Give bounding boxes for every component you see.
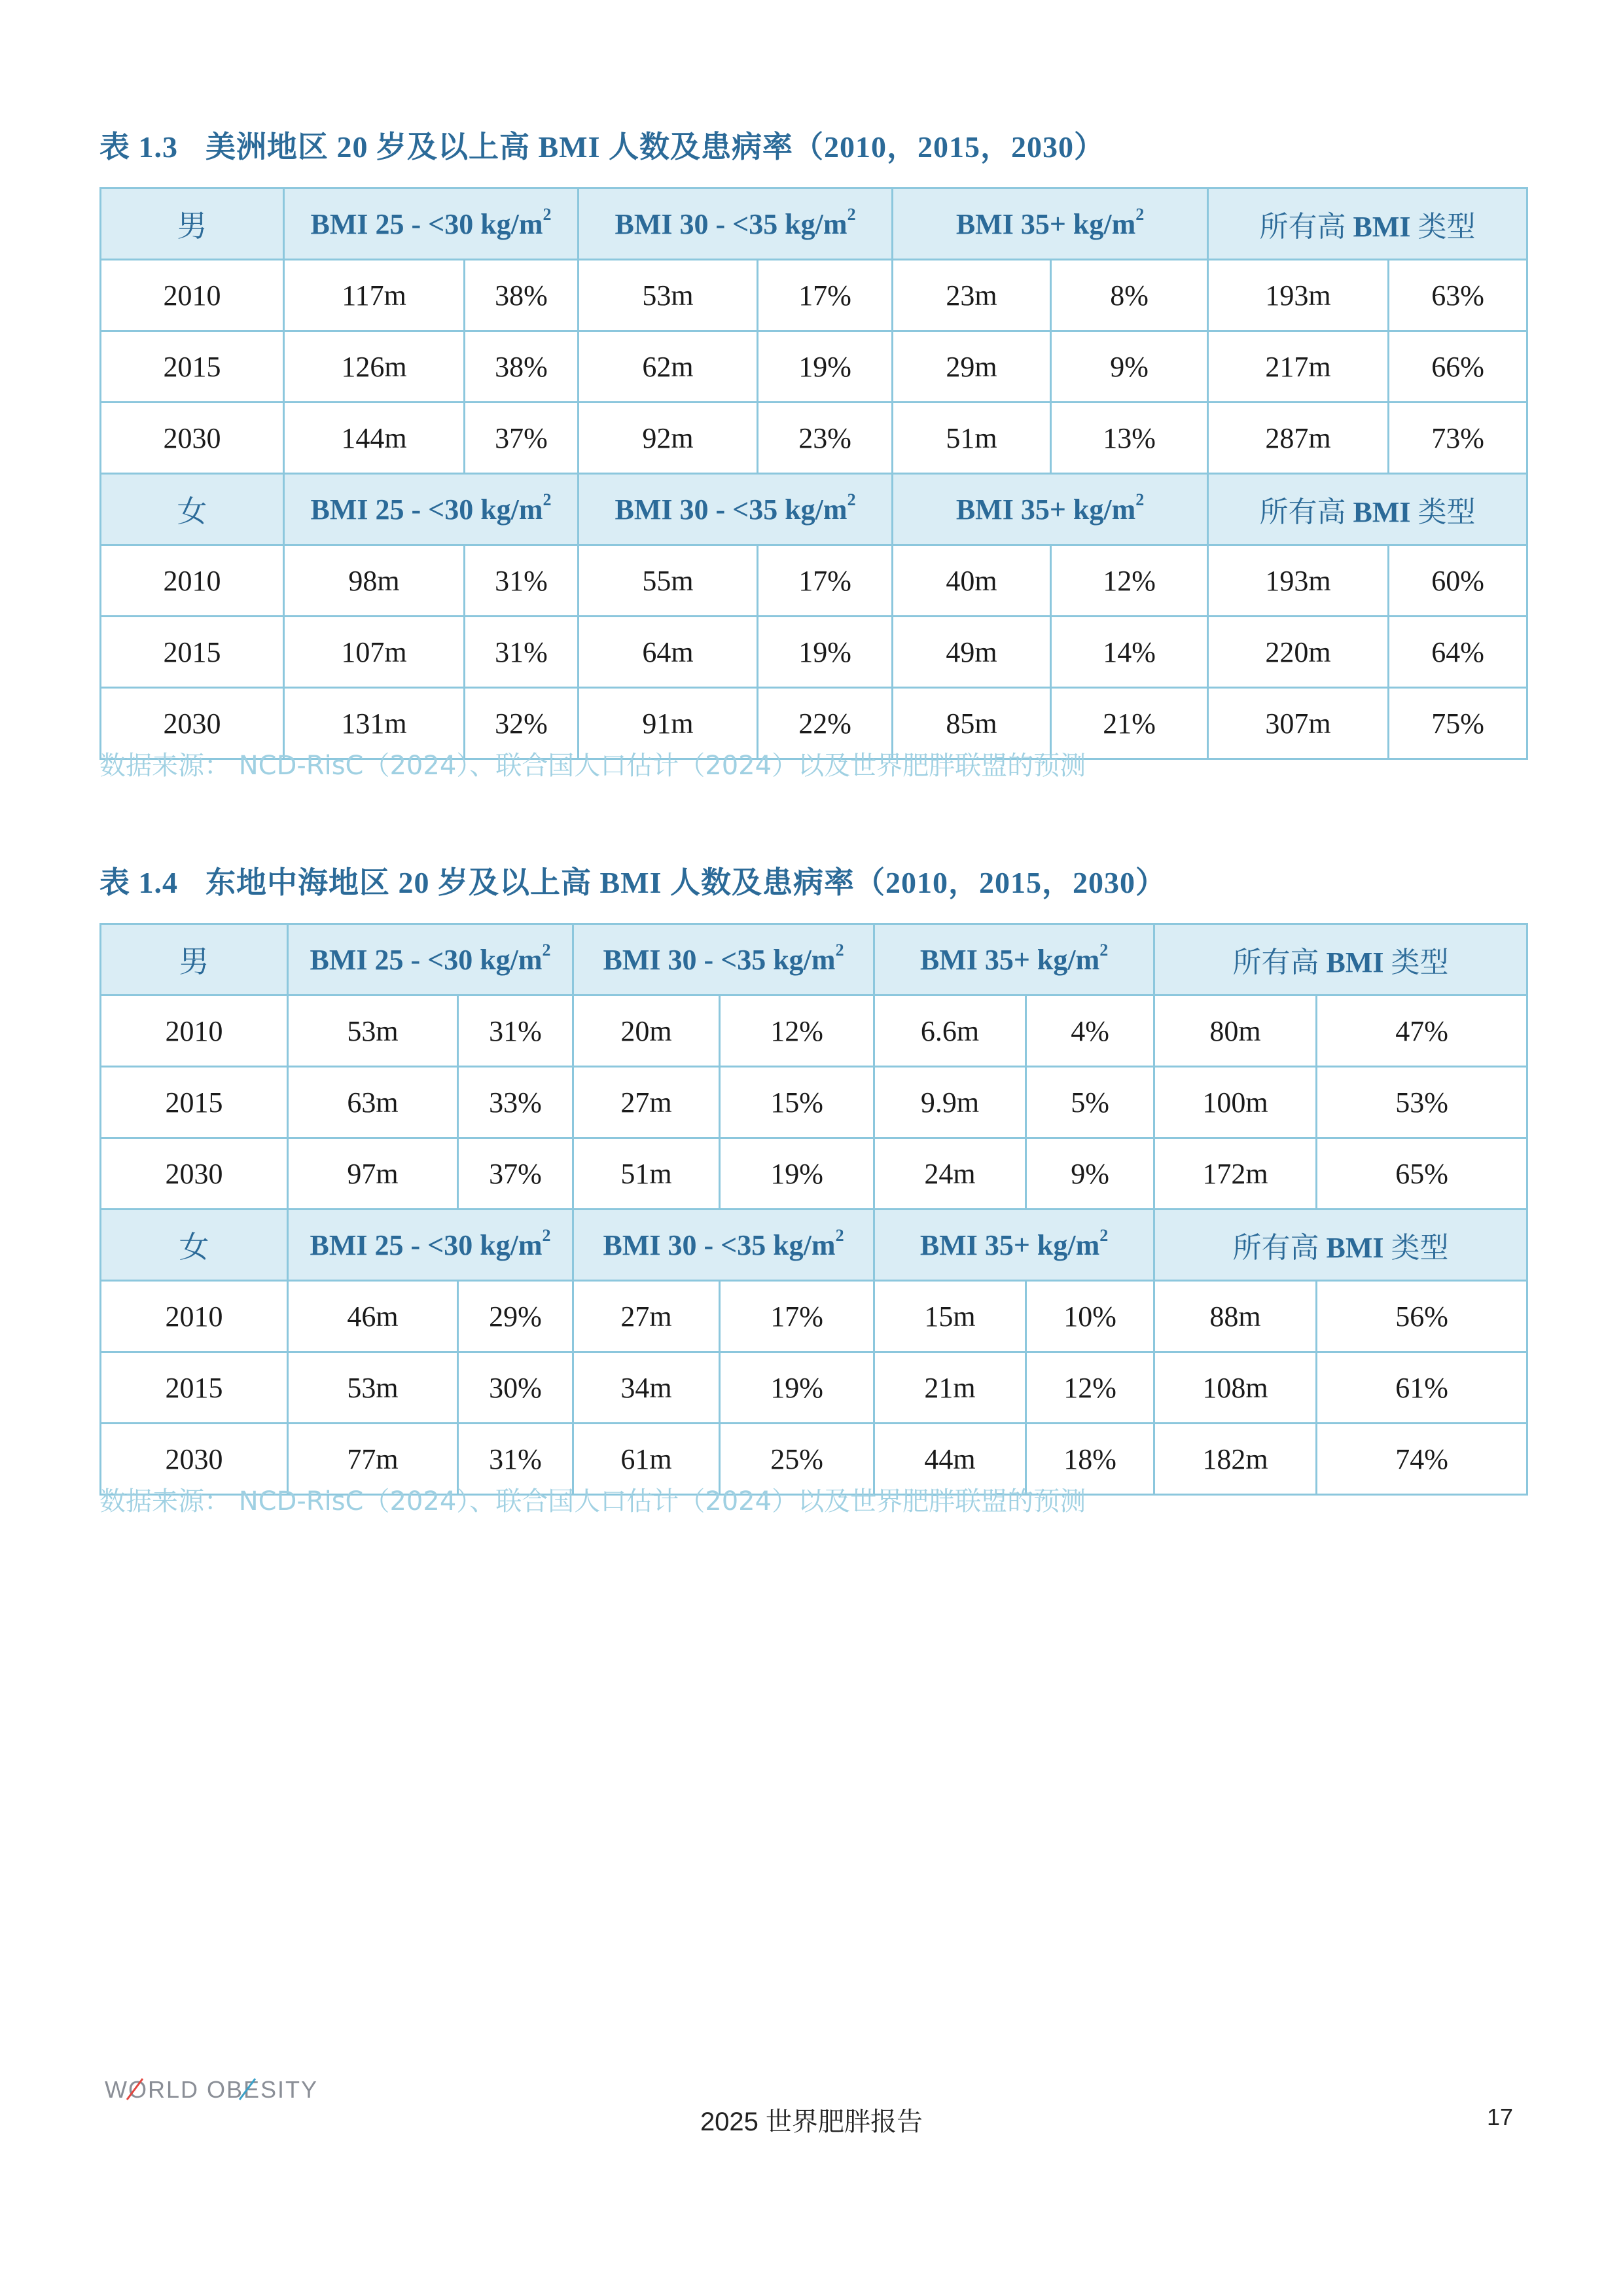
sex-label-male: 男	[101, 924, 288, 996]
prevalence-cell: 17%	[758, 545, 893, 617]
count-cell: 64m	[579, 617, 758, 688]
count-cell: 144m	[284, 403, 465, 474]
header-bmi-35-plus: BMI $35+ kg/m^2$	[893, 474, 1208, 545]
prevalence-cell: 25%	[720, 1424, 874, 1495]
count-cell: 131m	[284, 688, 465, 759]
count-cell: 20m	[573, 996, 720, 1067]
year-cell: 2030	[101, 403, 284, 474]
table-1-4-title	[99, 859, 1166, 902]
prevalence-cell: 13%	[1051, 403, 1208, 474]
table-row	[101, 1138, 1527, 1210]
prevalence-cell: 4%	[1026, 996, 1154, 1067]
header-all-high-bmi: 所有高 BMI 类型	[1208, 474, 1527, 545]
count-cell: 53m	[288, 1352, 458, 1424]
prevalence-cell: 12%	[1026, 1352, 1154, 1424]
header-bmi-25-30: BMI 25 - <30 $kg/m^2$	[284, 474, 579, 545]
report-title: 2025 世界肥胖报告	[700, 2108, 923, 2136]
prevalence-cell: 63%	[1389, 260, 1527, 331]
header-bmi-30-35: BMI 30 - <35 $kg/m^2$	[579, 474, 893, 545]
count-cell: 92m	[579, 403, 758, 474]
count-cell: 51m	[893, 403, 1051, 474]
year-cell: 2010	[101, 260, 284, 331]
prevalence-cell: 12%	[1051, 545, 1208, 617]
sex-label-female: 女	[101, 1210, 288, 1281]
prevalence-cell: 19%	[720, 1352, 874, 1424]
count-cell: 40m	[893, 545, 1051, 617]
table-row	[101, 1281, 1527, 1352]
count-cell: 61m	[573, 1424, 720, 1495]
count-cell: 80m	[1154, 996, 1317, 1067]
prevalence-cell: 19%	[758, 617, 893, 688]
year-cell: 2015	[101, 1352, 288, 1424]
count-cell: 51m	[573, 1138, 720, 1210]
count-cell: 77m	[288, 1424, 458, 1495]
count-cell: 44m	[874, 1424, 1026, 1495]
header-row-male	[101, 924, 1527, 996]
count-cell: 23m	[893, 260, 1051, 331]
prevalence-cell: 61%	[1317, 1352, 1527, 1424]
world-obesity-logo	[105, 2076, 318, 2104]
prevalence-cell: 53%	[1317, 1067, 1527, 1138]
year-cell: 2030	[101, 1424, 288, 1495]
count-cell: 27m	[573, 1067, 720, 1138]
header-bmi-25-30: BMI 25 - <30 $kg/m^2$	[288, 1210, 573, 1281]
count-cell: 217m	[1208, 331, 1389, 403]
prevalence-cell: 37%	[465, 403, 579, 474]
count-cell: 46m	[288, 1281, 458, 1352]
sex-label-male: 男	[101, 188, 284, 260]
count-cell: 107m	[284, 617, 465, 688]
count-cell: 100m	[1154, 1067, 1317, 1138]
prevalence-cell: 23%	[758, 403, 893, 474]
count-cell: 108m	[1154, 1352, 1317, 1424]
prevalence-cell: 8%	[1051, 260, 1208, 331]
count-cell: 307m	[1208, 688, 1389, 759]
count-cell: 97m	[288, 1138, 458, 1210]
prevalence-cell: 74%	[1317, 1424, 1527, 1495]
count-cell: 172m	[1154, 1138, 1317, 1210]
table-caption: 美洲地区 20 岁及以上高 BMI 人数及患病率（2010，2015，2030）	[205, 130, 1105, 164]
year-cell: 2010	[101, 996, 288, 1067]
page-number: 17	[1486, 2104, 1513, 2130]
header-bmi-25-30: BMI 25 - <30 $kg/m^2$	[284, 188, 579, 260]
count-cell: 193m	[1208, 545, 1389, 617]
prevalence-cell: 22%	[758, 688, 893, 759]
year-cell: 2030	[101, 688, 284, 759]
count-cell: 287m	[1208, 403, 1389, 474]
sex-label-female: 女	[101, 474, 284, 545]
prevalence-cell: 19%	[720, 1138, 874, 1210]
table-row	[101, 1067, 1527, 1138]
prevalence-cell: 33%	[458, 1067, 573, 1138]
header-bmi-30-35: BMI 30 - <35 $kg/m^2$	[573, 924, 874, 996]
table-row	[101, 545, 1527, 617]
prevalence-cell: 31%	[458, 996, 573, 1067]
prevalence-cell: 19%	[758, 331, 893, 403]
header-bmi-30-35: BMI 30 - <35 $kg/m^2$	[579, 188, 893, 260]
header-bmi-25-30: BMI 25 - <30 $kg/m^2$	[288, 924, 573, 996]
prevalence-cell: 31%	[458, 1424, 573, 1495]
header-bmi-30-35: BMI 30 - <35 $kg/m^2$	[573, 1210, 874, 1281]
prevalence-cell: 66%	[1389, 331, 1527, 403]
count-cell: 193m	[1208, 260, 1389, 331]
header-bmi-35-plus: BMI $35+ kg/m^2$	[874, 924, 1154, 996]
header-row-female	[101, 474, 1527, 545]
prevalence-cell: 17%	[720, 1281, 874, 1352]
prevalence-cell: 9%	[1026, 1138, 1154, 1210]
prevalence-cell: 38%	[465, 331, 579, 403]
year-cell: 2015	[101, 331, 284, 403]
count-cell: 29m	[893, 331, 1051, 403]
prevalence-cell: 29%	[458, 1281, 573, 1352]
prevalence-cell: 47%	[1317, 996, 1527, 1067]
table-row	[101, 403, 1527, 474]
year-cell: 2010	[101, 1281, 288, 1352]
prevalence-cell: 14%	[1051, 617, 1208, 688]
count-cell: 55m	[579, 545, 758, 617]
prevalence-cell: 5%	[1026, 1067, 1154, 1138]
count-cell: 53m	[579, 260, 758, 331]
year-cell: 2015	[101, 617, 284, 688]
header-all-high-bmi: 所有高 BMI 类型	[1154, 1210, 1527, 1281]
prevalence-cell: 65%	[1317, 1138, 1527, 1210]
header-all-high-bmi: 所有高 BMI 类型	[1154, 924, 1527, 996]
prevalence-cell: 30%	[458, 1352, 573, 1424]
prevalence-cell: 9%	[1051, 331, 1208, 403]
count-cell: 27m	[573, 1281, 720, 1352]
prevalence-cell: 15%	[720, 1067, 874, 1138]
table-row	[101, 996, 1527, 1067]
count-cell: 126m	[284, 331, 465, 403]
count-cell: 62m	[579, 331, 758, 403]
prevalence-cell: 73%	[1389, 403, 1527, 474]
count-cell: 63m	[288, 1067, 458, 1138]
prevalence-cell: 56%	[1317, 1281, 1527, 1352]
count-cell: 98m	[284, 545, 465, 617]
table-1-3-source-note: 数据来源： NCD-RisC（2024）、联合国人口估计（2024）以及世界肥胖联盟的预测	[99, 751, 1086, 781]
table-row	[101, 260, 1527, 331]
count-cell: 49m	[893, 617, 1051, 688]
prevalence-cell: 31%	[465, 617, 579, 688]
year-cell: 2030	[101, 1138, 288, 1210]
prevalence-cell: 60%	[1389, 545, 1527, 617]
prevalence-cell: 10%	[1026, 1281, 1154, 1352]
prevalence-cell: 37%	[458, 1138, 573, 1210]
count-cell: 117m	[284, 260, 465, 331]
americas-bmi-table	[99, 187, 1528, 760]
header-all-high-bmi: 所有高 BMI 类型	[1208, 188, 1527, 260]
prevalence-cell: 21%	[1051, 688, 1208, 759]
table-1-3-title	[99, 123, 1105, 166]
table-row	[101, 617, 1527, 688]
table-row	[101, 331, 1527, 403]
count-cell: 21m	[874, 1352, 1026, 1424]
count-cell: 53m	[288, 996, 458, 1067]
logo-text: WORLD OBESITY	[105, 2076, 319, 2103]
count-cell: 91m	[579, 688, 758, 759]
count-cell: 220m	[1208, 617, 1389, 688]
year-cell: 2010	[101, 545, 284, 617]
count-cell: 6.6m	[874, 996, 1026, 1067]
prevalence-cell: 38%	[465, 260, 579, 331]
count-cell: 85m	[893, 688, 1051, 759]
prevalence-cell: 31%	[465, 545, 579, 617]
header-bmi-35-plus: BMI $35+ kg/m^2$	[874, 1210, 1154, 1281]
count-cell: 34m	[573, 1352, 720, 1424]
header-row-male	[101, 188, 1527, 260]
count-cell: 182m	[1154, 1424, 1317, 1495]
table-number: 表 1.3	[99, 130, 178, 164]
count-cell: 88m	[1154, 1281, 1317, 1352]
table-row	[101, 1352, 1527, 1424]
table-number: 表 1.4	[99, 866, 178, 899]
header-row-female	[101, 1210, 1527, 1281]
prevalence-cell: 32%	[465, 688, 579, 759]
count-cell: 24m	[874, 1138, 1026, 1210]
count-cell: 9.9m	[874, 1067, 1026, 1138]
prevalence-cell: 17%	[758, 260, 893, 331]
eastern-mediterranean-bmi-table	[99, 923, 1528, 1496]
prevalence-cell: 12%	[720, 996, 874, 1067]
prevalence-cell: 18%	[1026, 1424, 1154, 1495]
prevalence-cell: 64%	[1389, 617, 1527, 688]
table-1-4-source-note: 数据来源： NCD-RisC（2024）、联合国人口估计（2024）以及世界肥胖联盟的预测	[99, 1486, 1086, 1516]
prevalence-cell: 75%	[1389, 688, 1527, 759]
year-cell: 2015	[101, 1067, 288, 1138]
table-caption: 东地中海地区 20 岁及以上高 BMI 人数及患病率（2010，2015，2030）	[205, 866, 1166, 899]
count-cell: 15m	[874, 1281, 1026, 1352]
header-bmi-35-plus: BMI $35+ kg/m^2$	[893, 188, 1208, 260]
